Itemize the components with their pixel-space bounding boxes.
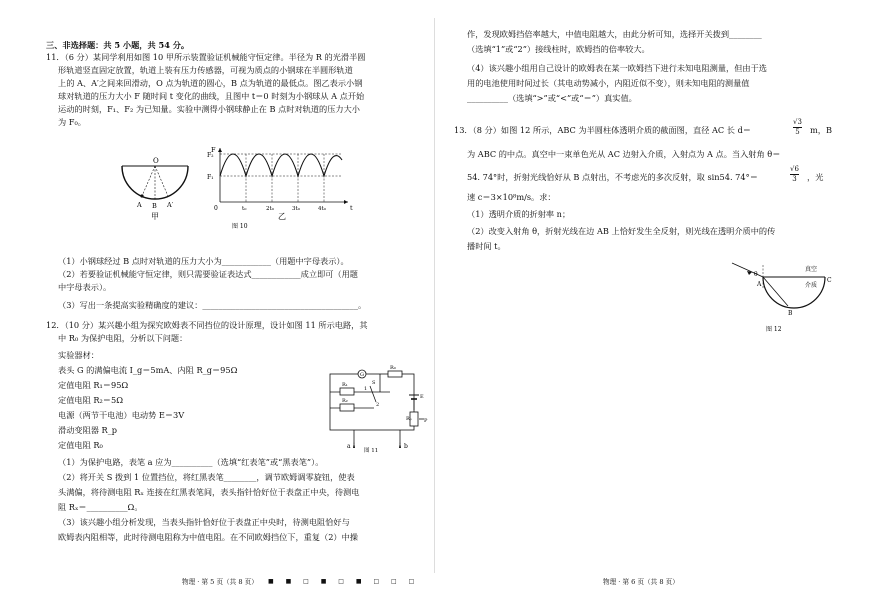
q11-line-3: 上的 A、A′之间来回滑动，O 点为轨道的圆心，B 点为轨道的最低点。图乙表示小钢: [58, 78, 363, 88]
fig12-point-b: B: [788, 310, 793, 317]
fig10-t-axis: t: [350, 204, 353, 212]
equipment-r1: 定值电阻 R₁＝95Ω: [58, 380, 129, 390]
fig12-caption: 图 12: [766, 326, 782, 333]
figure-11: [320, 362, 432, 454]
fig10-yi-graph: [218, 148, 348, 204]
q12-item-3b: 欧姆表内阻相等，此时待测电阻称为中值电阻。在不同欧姆挡位下，重复（2）中操: [58, 532, 358, 542]
fig12-medium: 介质: [805, 282, 818, 289]
footer-marks: ■ ■ □ ■ □ ■ □ □ □: [268, 578, 420, 585]
fig11-r2: R₂: [342, 398, 348, 404]
q12-item-2c: 阻 Rₓ＝__________Ω。: [58, 502, 143, 512]
fig10-jia-label: 甲: [151, 212, 159, 221]
fig12-point-a: A: [757, 281, 762, 288]
fig11-caption: 图 11: [364, 448, 379, 454]
fig10-origin: 0: [214, 205, 218, 212]
q11-item-1: （1）小钢球经过 B 点时对轨道的压力大小为____________（用题中字母表示）。: [58, 256, 349, 266]
fig10-f-axis: F: [211, 146, 216, 154]
figure-12: [730, 255, 840, 335]
fig11-r0: R₀: [390, 365, 396, 371]
q13-frac-2-tail: ，光: [807, 172, 824, 182]
equipment-r2: 定值电阻 R₂＝5Ω: [58, 395, 123, 405]
q13-line-7: 播时间 t。: [467, 241, 506, 251]
fig10-tick-1: t₀: [242, 206, 247, 212]
fig10-caption: 图 10: [232, 223, 248, 230]
figure-10: [110, 140, 370, 230]
fig11-pos-2: 2: [376, 402, 380, 408]
q12-line-2: 中 R₀ 为保护电阻，分析以下问题：: [58, 333, 188, 343]
q11-item-2: （2）若要验证机械能守恒定律，则只需要验证表达式____________成立即可（用题: [58, 269, 358, 279]
q13-frac-1-num: √3: [793, 118, 802, 126]
fig11-r1: R₁: [342, 382, 348, 388]
q12-line-1: 12．（10 分）某兴趣小组为探究欧姆表不同挡位的设计原理，设计如图 11 所示电路，其: [46, 320, 368, 330]
q13-frac-1-tail: m，B: [810, 125, 832, 135]
fig10-f1-label: F₁: [207, 174, 214, 181]
q13-frac-1: [793, 118, 802, 137]
fig12-point-c: C: [827, 277, 832, 284]
q11-line-2: 形轨道竖直固定放置，轨道上装有压力传感器，可视为质点的小钢球在半圆形轨道: [58, 65, 353, 75]
q12-item-1: （1）为保护电路，表笔 a 应为__________（选填“红表笔”或“黑表笔”）。: [58, 457, 324, 467]
fig10-yi-label: 乙: [278, 212, 286, 221]
equipment-r0: 定值电阻 R₀: [58, 440, 103, 450]
q13-line-4: 速 c＝3×10⁸m/s。求：: [467, 192, 556, 202]
equipment-g: 表头 G 的满偏电流 I_g＝5mA、内阻 R_g＝95Ω: [58, 365, 238, 375]
fig11-probe-b: b: [404, 443, 408, 450]
fig10-tick-4: 4t₀: [318, 206, 326, 212]
q12-cont-3: （4）该兴趣小组用自己设计的欧姆表在某一欧姆挡下进行未知电阻测量，但由于选: [467, 63, 767, 73]
q11-line-6: 为 F₀。: [58, 117, 86, 127]
q13-line-2: 为 ABC 的中点。真空中一束单色光从 AC 边射入介质，入射点为 A 点。当入射角 θ＝: [467, 149, 781, 159]
q13-line-5: （1）透明介质的折射率 n；: [467, 209, 571, 219]
footer-left: 物理 · 第 5 页（共 8 页）: [182, 578, 258, 586]
q12-cont-2: （选填“1”或“2”）接线柱时，欧姆挡的倍率较大。: [467, 44, 650, 54]
fig11-e: E: [420, 394, 424, 400]
q11-line-5: 运动的时刻，F₁、F₂ 为已知量。实验中测得小钢球静止在 B 点时对轨道的压力大小: [58, 104, 360, 114]
equipment-title: 实验器材：: [58, 350, 99, 360]
fig12-vacuum: 真空: [805, 266, 818, 273]
q12-cont-4: 用的电池使用时间过长（其电动势减小，内阻近似不变），则未知电阻的测量值: [467, 78, 750, 88]
fig11-s: S: [372, 380, 376, 386]
q13-line-6: （2）改变入射角 θ，折射光线在边 AB 上恰好发生全反射，则光线在透明介质中的传: [467, 226, 776, 236]
footer-right: 物理 · 第 6 页（共 8 页）: [603, 578, 679, 586]
q13-line-3: 54. 74°时，折射光线恰好从 B 点射出，不考虑光的多次反射，取 sin54. 74°＝: [467, 172, 758, 182]
fig11-g: G: [360, 372, 364, 378]
fig11-rp: Rₚ: [406, 416, 412, 422]
q13-frac-1-den: 5: [795, 128, 800, 136]
q12-item-2b: 头满偏，将待测电阻 Rₓ 连接在红黑表笔间，表头指针恰好位于表盘正中央，待测电: [58, 487, 360, 497]
fig10-point-o: O: [153, 157, 159, 165]
q11-item-3: （3）写出一条提高实验精确度的建议：______________________________________。: [58, 300, 367, 310]
q13-line-1: 13．（8 分）如图 12 所示，ABC 为半圆柱体透明介质的截面图，直径 AC 长 d＝: [454, 125, 751, 135]
equipment-source: 电源（两节干电池）电动势 E＝3V: [58, 410, 185, 420]
q13-frac-2-den: 3: [792, 175, 797, 183]
fig10-f2-label: F₂: [207, 152, 214, 159]
q12-item-3a: （3）该兴趣小组分析发现，当表头指针恰好位于表盘正中央时，待测电阻恰好与: [58, 517, 350, 527]
q11-line-1: 11．（6 分）某同学利用如图 10 甲所示装置验证机械能守恒定律。半径为 R 的光滑半圆: [46, 52, 366, 62]
q12-cont-1: 作，发现欧姆挡倍率越大，中值电阻越大，由此分析可知，选择开关拨到________: [467, 29, 762, 39]
q12-cont-5: __________（选填“>”或“<”或“＝”）真实值。: [467, 93, 637, 103]
fig10-point-a: A: [137, 201, 142, 209]
equipment-rp: 滑动变阻器 R_p: [58, 425, 118, 435]
fig10-point-b: B: [152, 202, 157, 210]
q11-line-4: 球对轨道的压力大小 F 随时间 t 变化的曲线，且图中 t＝0 时刻为小钢球从 A 点开始: [58, 91, 365, 101]
right-page: [435, 0, 870, 599]
fig10-jia-track: [122, 166, 188, 199]
fig11-pos-1: 1: [364, 386, 368, 392]
fig11-components: [340, 370, 424, 448]
fig12-theta: θ: [754, 271, 758, 278]
q13-frac-2: [790, 165, 799, 184]
fig10-tick-3: 3t₀: [292, 206, 300, 212]
fig10-point-a-prime: A′: [167, 201, 174, 209]
fig10-tick-2: 2t₀: [266, 206, 274, 212]
q13-frac-2-num: √6: [790, 165, 799, 173]
q11-item-2b: 中字母表示）。: [58, 282, 112, 292]
section-title: 三、非选择题：共 5 小题，共 54 分。: [46, 40, 190, 50]
fig11-probe-a: a: [347, 443, 351, 450]
q12-item-2a: （2）将开关 S 拨到 1 位置挡位，将红黑表笔________，调节欧姆调零旋钮，使表: [58, 472, 355, 482]
fig11-p: P: [424, 418, 428, 424]
